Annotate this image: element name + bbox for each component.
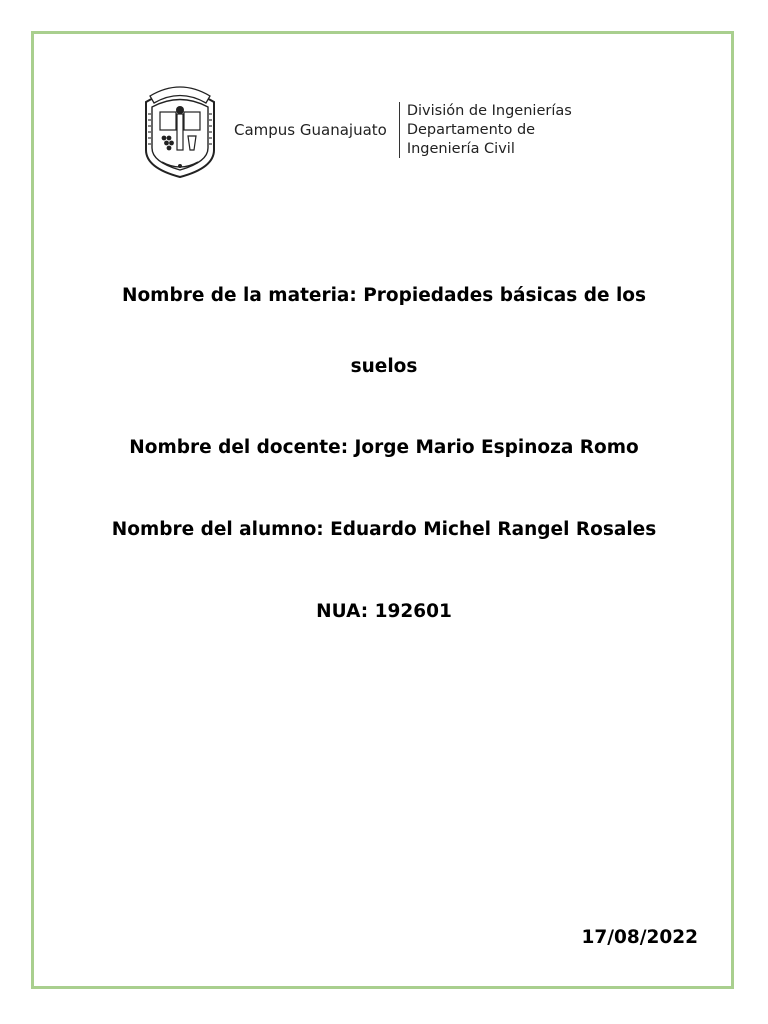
document-header — [136, 80, 572, 180]
division-line-2: Departamento de — [406, 121, 536, 138]
division-block — [407, 102, 572, 159]
subject-line-1: Nombre de la materia: Propiedades básicas de los — [121, 285, 647, 306]
nua-number: NUA: 192601 — [316, 601, 452, 622]
university-crest-icon — [136, 80, 224, 180]
document-date: 17/08/2022 — [581, 927, 698, 948]
campus-name: Campus Guanajuato — [234, 121, 387, 139]
student-name: Nombre del alumno: Eduardo Michel Rangel Rosales — [111, 519, 657, 540]
teacher-name: Nombre del docente: Jorge Mario Espinoza Romo — [129, 437, 639, 458]
division-line-3: Ingeniería Civil — [406, 140, 515, 157]
subject-line-2: suelos — [350, 356, 418, 377]
division-line-1: División de Ingenierías — [406, 102, 572, 119]
header-divider — [399, 102, 400, 158]
